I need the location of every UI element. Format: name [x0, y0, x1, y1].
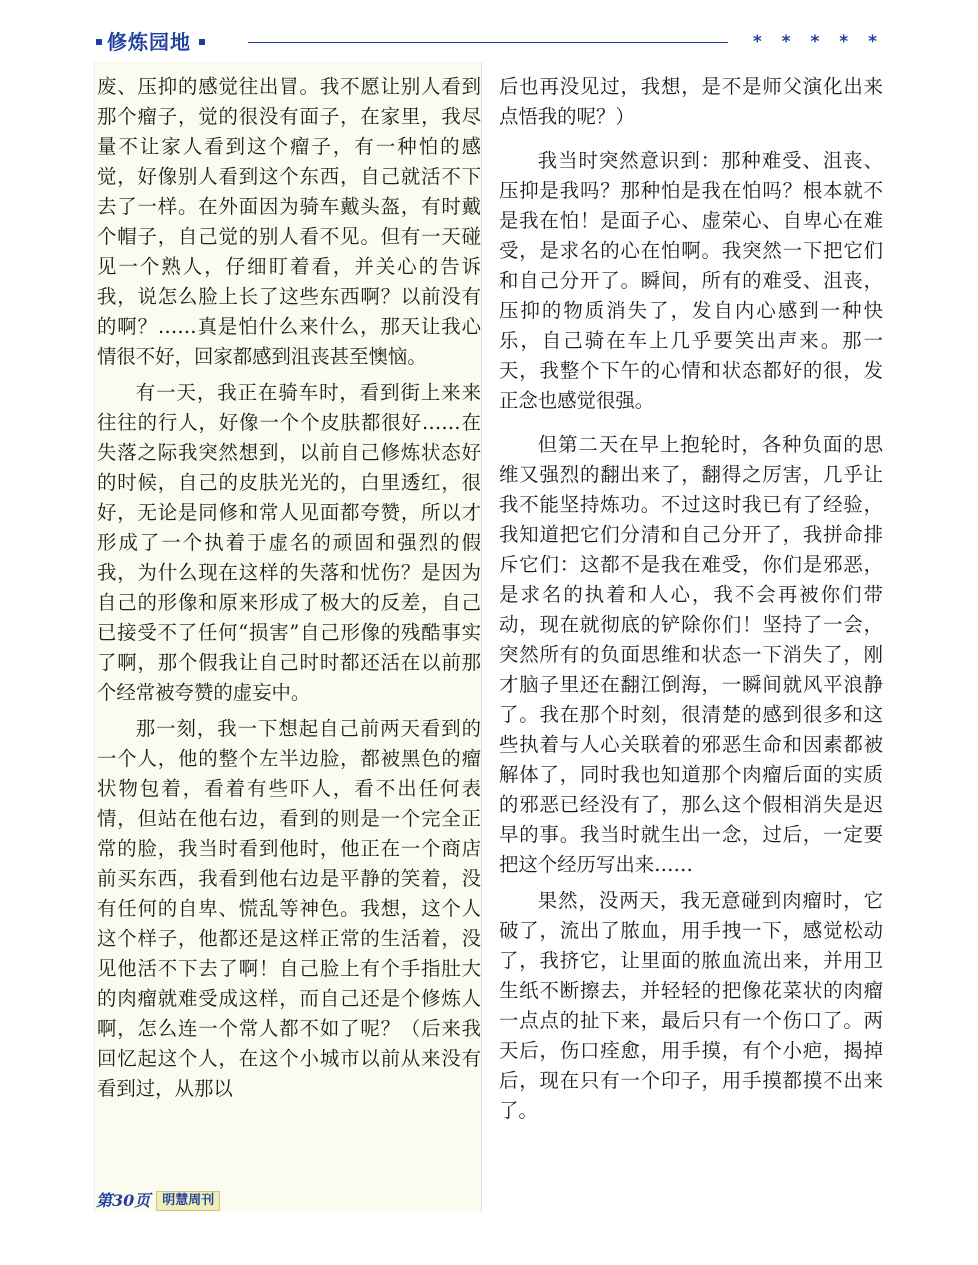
header-stars: * * * * * — [752, 32, 884, 52]
paragraph: 有一天，我正在骑车时，看到街上来来往往的行人，好像一个个皮肤都很好……在失落之际我突然想到，以前自己修炼状态好的时候，自己的皮肤光光的，白里透红，很好，无论是同修和常人见面都夸赞，所以才形成了一个执着于虚名的顽固和强烈的假我，为什么现在这样的失落和忧伤？是因为自己的形像和原来形成了极大的反差，自己已接受不了任何“损害”自己形像的残酷事实了啊，那个假我让自己时时都还活在以前那个经常被夸赞的虚妄中。 — [97, 381, 481, 704]
page-header — [96, 28, 884, 56]
square-bullet-icon — [96, 39, 102, 45]
paragraph: 但第二天在早上抱轮时，各种负面的思维又强烈的翻出来了，翻得之厉害，几乎让我不能坚持炼功。不过这时我已有了经验，我知道把它们分清和自己分开了，我拼命排斥它们：这都不是我在难受，你们是邪恶，是求名的执着和人心，我不会再被你们带动，现在就彻底的铲除你们！坚持了一会，突然所有的负面思维和状态一下消失了，刚才脑子里还在翻江倒海，一瞬间就风平浪静了。我在那个时刻，很清楚的感到很多和这些执着与人心关联着的邪恶生命和因素都被解体了，同时我也知道那个肉瘤后面的实质的邪恶已经没有了，那么这个假相消失是迟早的事。我当时就生出一念，过后，一定要把这个经历写出来…… — [499, 433, 883, 876]
paragraph: 我当时突然意识到：那种难受、沮丧、压抑是我吗？那种怕是我在怕吗？根本就不是我在怕！是面子心、虚荣心、自卑心在难受，是求名的心在怕啊。我突然一下把它们和自己分开了。瞬间，所有的难受、沮丧，压抑的物质消失了，发自内心感到一种快乐，自己骑在车上几乎要笑出声来。那一天，我整个下午的心情和状态都好的很，发正念也感觉很强。 — [499, 149, 883, 412]
paragraph: 果然，没两天，我无意碰到肉瘤时，它破了，流出了脓血，用手拽一下，感觉松动了，我挤它，让里面的脓血流出来，并用卫生纸不断擦去，并轻轻的把像花菜状的肉瘤一点点的扯下来，最后只有一个伤口了。两天后，伤口痊愈，用手摸，有个小疤，揭掉后，现在只有一个印子，用手摸都摸不出来了。 — [499, 889, 883, 1122]
paragraph: 后也再没见过，我想，是不是师父演化出来点悟我的呢？） — [499, 75, 883, 128]
right-column — [499, 72, 883, 1126]
paragraph: 那一刻，我一下想起自己前两天看到的一个人，他的整个左半边脸，都被黑色的瘤状物包着，看着有些吓人，看不出任何表情，但站在他右边，看到的则是一个完全正常的脸，我当时看到他时，他正在一个商店前买东西，我看到他右边是平静的笑着，没有任何的自卑、慌乱等神色。我想，这个人这个样子，他都还是这样正常的生活着，没见他活不下去了啊！自己脸上有个手指肚大的肉瘤就难受成这样，而自己还是个修炼人啊，怎么连一个常人都不如了呢？（后来我回忆起这个人，在这个小城市以前从来没有看到过，从那以 — [97, 717, 481, 1100]
publication-name: 明慧周刊 — [156, 1191, 220, 1211]
section-title — [96, 28, 205, 56]
page-number: 第30页 — [96, 1191, 151, 1210]
page-footer — [96, 1190, 220, 1214]
header-divider — [248, 42, 728, 43]
left-column — [97, 72, 481, 1104]
square-bullet-icon — [199, 39, 205, 45]
section-title-text: 修炼园地 — [107, 30, 191, 54]
paragraph: 废、压抑的感觉往出冒。我不愿让别人看到那个瘤子，觉的很没有面子，在家里，我尽量不让家人看到这个瘤子，有一种怕的感觉，好像别人看到这个东西，自己就活不下去了一样。在外面因为骑车戴头盔，有时戴个帽子，自己觉的别人看不见。但有一天碰见一个熟人，仔细盯着看，并关心的告诉我，说怎么脸上长了这些东西啊？以前没有的啊？……真是怕什么来什么，那天让我心情很不好，回家都感到沮丧甚至懊恼。 — [97, 75, 481, 368]
